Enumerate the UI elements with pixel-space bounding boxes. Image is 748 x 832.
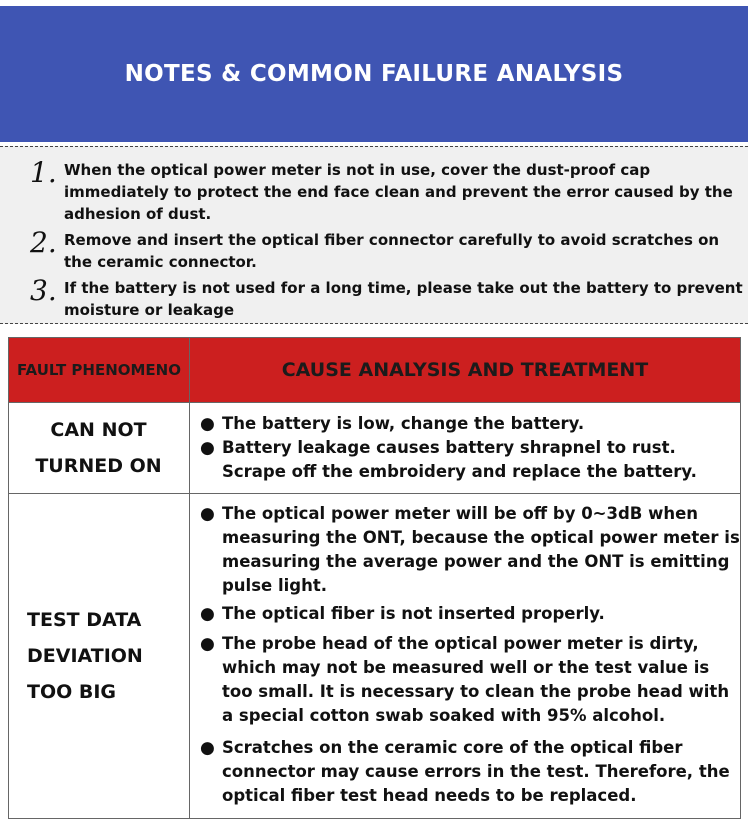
fault-column-header: FAULT PHENOMENO bbox=[9, 338, 190, 403]
cause-cell bbox=[190, 403, 741, 494]
note-item bbox=[0, 274, 748, 321]
cause-column-header: CAUSE ANALYSIS AND TREATMENT bbox=[190, 338, 741, 403]
note-item bbox=[0, 156, 748, 225]
note-text: If the battery is not used for a long time, please take out the battery to prevent moisture or leakage bbox=[64, 279, 743, 319]
cause-list bbox=[190, 502, 740, 808]
note-number: 1. bbox=[30, 156, 57, 189]
cause-item: ● Battery leakage causes battery shrapnel to rust. Scrape off the embroidery and replace the battery. bbox=[190, 436, 740, 484]
cause-item: ● Scratches on the ceramic core of the optical fiber connector may cause errors in the test. Therefore, the optical fiber test head needs to be replaced. bbox=[190, 736, 740, 808]
cause-item: ● The optical fiber is not inserted properly. bbox=[190, 602, 740, 626]
table-header-row bbox=[9, 338, 741, 403]
cause-list bbox=[190, 412, 740, 484]
note-text: When the optical power meter is not in use, cover the dust-proof cap immediately to protect the end face clean and prevent the error caused by the adhesion of dust. bbox=[64, 161, 733, 223]
notes-section bbox=[0, 146, 748, 324]
note-item bbox=[0, 226, 748, 273]
header-banner bbox=[0, 6, 748, 142]
cause-cell bbox=[190, 494, 741, 819]
page-title: NOTES & COMMON FAILURE ANALYSIS bbox=[124, 61, 624, 87]
note-number: 2. bbox=[30, 226, 57, 259]
fault-cell: TEST DATA DEVIATION TOO BIG bbox=[9, 494, 190, 819]
note-number: 3. bbox=[30, 274, 57, 307]
cause-item: ● The battery is low, change the battery. bbox=[190, 412, 740, 436]
table-row bbox=[9, 494, 741, 819]
fault-cell: CAN NOT TURNED ON bbox=[9, 403, 190, 494]
table-row bbox=[9, 403, 741, 494]
note-text: Remove and insert the optical fiber connector carefully to avoid scratches on the ceramic connector. bbox=[64, 231, 720, 271]
failure-analysis-table bbox=[8, 337, 741, 819]
cause-item: ● The optical power meter will be off by 0~3dB when measuring the ONT, because the optical power meter is measuring the average power and the ONT is emitting pulse light. bbox=[190, 502, 740, 598]
cause-item: ● The probe head of the optical power meter is dirty, which may not be measured well or the test value is too small. It is necessary to clean the probe head with a special cotton swab soaked with 95% alcohol. bbox=[190, 632, 740, 728]
